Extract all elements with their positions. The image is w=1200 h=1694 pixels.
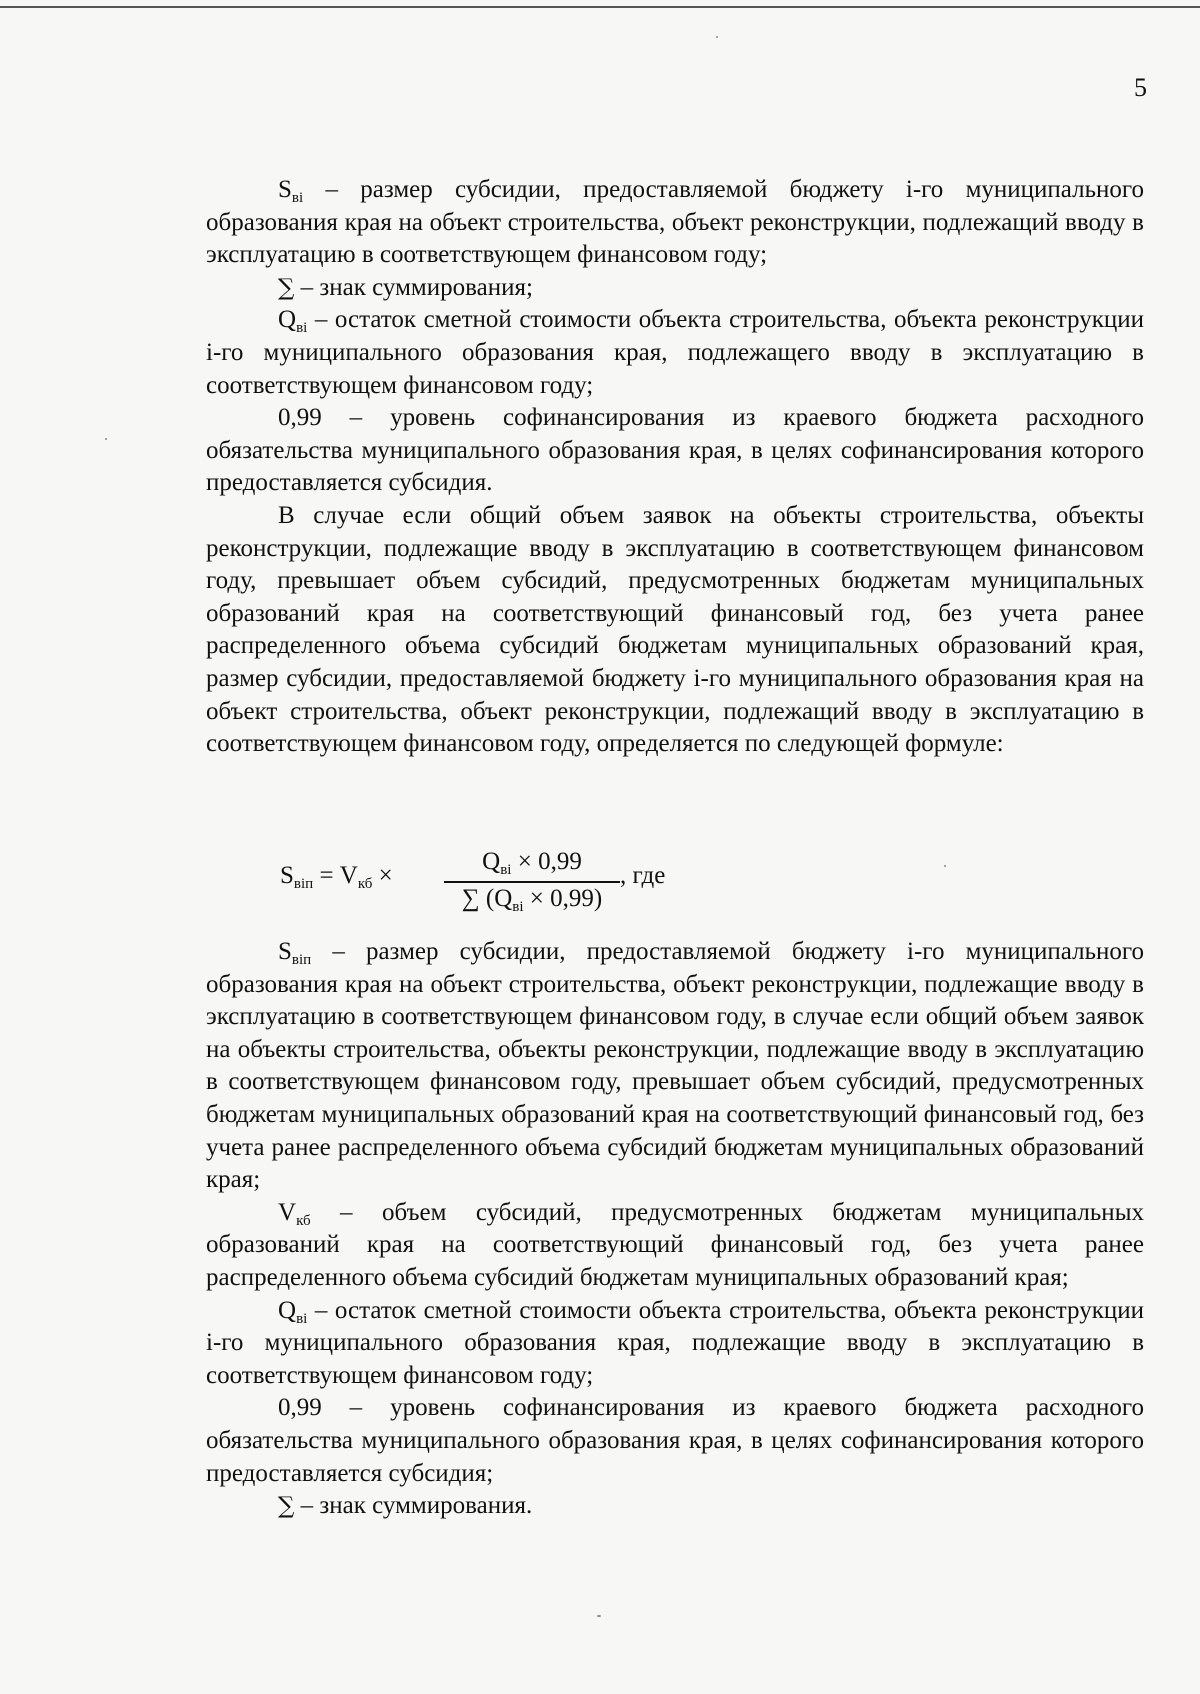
paragraph-text: – размер субсидии, предоставляемой бюджету i-го муниципального образования края на объект строительства, объект реконструкции, подлежащие вводу в эксплуатацию в соответствующем финансовом году, в случае если общий объем заявок на объекты строительства, объекты реконструкции, подлежащие вводу в эксплуатацию в соответствующем финансовом году, превышает объем субсидий, предусмотренных бюджетам муниципальных образований края на соответствующий финансовый год, без учета ранее распределенного объема субсидий бюджетам муниципальных образований края; (206, 938, 1144, 1194)
paragraph-text: 0,99 – уровень софинансирования из краевого бюджета расходного обязательства муниципального образования края, в целях софинансирования которого предоставляется субсидия; (206, 1394, 1144, 1487)
paragraph (206, 304, 1144, 402)
fraction-bar (444, 881, 620, 883)
paragraph (206, 1295, 1144, 1393)
numerator-tail: × 0,99 (511, 848, 582, 875)
paragraph (206, 272, 1144, 305)
term-symbol: ∑ (278, 274, 295, 301)
denominator-subscript: вi (512, 898, 524, 915)
formula-v-symbol: V (339, 862, 358, 889)
paragraph (206, 500, 1144, 761)
paragraph (206, 936, 1144, 1197)
numerator-q-subscript: вi (500, 862, 512, 878)
paragraph (206, 174, 1144, 272)
formula-subsidy (280, 848, 740, 918)
text-block-definitions (206, 174, 1144, 761)
paragraph-text: – знак суммирования. (294, 1492, 533, 1520)
denominator-head: ∑ (Q (461, 884, 513, 912)
term-symbol: ∑ (278, 1493, 295, 1520)
text-block-explanations (206, 936, 1144, 1523)
formula-denominator (444, 885, 620, 913)
formula-equals: = (313, 862, 340, 889)
formula-s-subscript: вiп (293, 876, 314, 892)
term-subscript: вi (296, 320, 308, 337)
formula-lhs (280, 862, 393, 890)
page-number: 5 (1134, 73, 1147, 102)
term-symbol: S (278, 938, 292, 965)
term-subscript: вi (296, 1310, 308, 1327)
scan-speck (944, 865, 946, 867)
paragraph (206, 1392, 1144, 1490)
term-symbol: Q (278, 1296, 297, 1324)
paragraph-text: 0,99 – уровень софинансирования из краевого бюджета расходного обязательства муниципального образования края, в целях софинансирования которого предоставляется субсидия. (206, 404, 1144, 497)
formula-v-subscript: кб (357, 876, 373, 892)
paragraph-text: В случае если общий объем заявок на объекты строительства, объекты реконструкции, подлежащие вводу в эксплуатацию в соответствующем финансовом году, превышает объем субсидий, предусмотренных бюджетам муниципальных образований края на соответствующий финансовый год, без учета ранее распределенного объема субсидий бюджетам муниципальных образований края, размер субсидии, предоставляемой бюджету i-го муниципального образования края на объект строительства, объект реконструкции, подлежащий вводу в эксплуатацию в соответствующем финансовом году, определяется по следующей формуле: (206, 501, 1144, 758)
formula-fraction (444, 848, 620, 913)
paragraph (206, 402, 1144, 500)
scan-speck (597, 1615, 601, 1617)
paragraph-text: – размер субсидии, предоставляемой бюджету i-го муниципального образования края на объект строительства, объект реконструкции, подлежащий вводу в эксплуатацию в соответствующем финансовом году; (206, 176, 1144, 269)
paragraph-text: – остаток сметной стоимости объекта строительства, объекта реконструкции i-го муниципального образования края, подлежащего вводу в эксплуатацию в соответствующем финансовом году; (206, 306, 1144, 399)
formula-numerator (444, 848, 620, 880)
formula-s-symbol: S (280, 862, 294, 889)
paragraph (206, 1197, 1144, 1295)
paragraph (206, 1490, 1144, 1523)
denominator-tail: × 0,99) (523, 884, 603, 912)
term-symbol: Q (278, 306, 297, 334)
term-symbol: V (278, 1198, 297, 1226)
scan-speck (716, 36, 718, 38)
paragraph-text: – знак суммирования; (294, 273, 533, 301)
term-subscript: вi (291, 190, 304, 206)
paragraph-text: – остаток сметной стоимости объекта строительства, объекта реконструкции i-го муниципального образования края, подлежащие вводу в эксплуатацию в соответствующем финансовом году; (206, 1296, 1144, 1389)
formula-times: × (372, 862, 393, 889)
term-subscript: кб (296, 1212, 311, 1229)
term-symbol: S (278, 176, 292, 203)
paragraph-text: – объем субсидий, предусмотренных бюджетам муниципальных образований края на соответствующий финансовый год, без учета ранее распределенного объема субсидий бюджетам муниципальных образований края; (206, 1198, 1144, 1291)
scan-edge-line (0, 6, 1200, 8)
scan-speck (105, 438, 107, 440)
numerator-q-symbol: Q (482, 848, 501, 875)
term-subscript: вiп (291, 952, 312, 968)
formula-tail: , где (620, 862, 666, 889)
